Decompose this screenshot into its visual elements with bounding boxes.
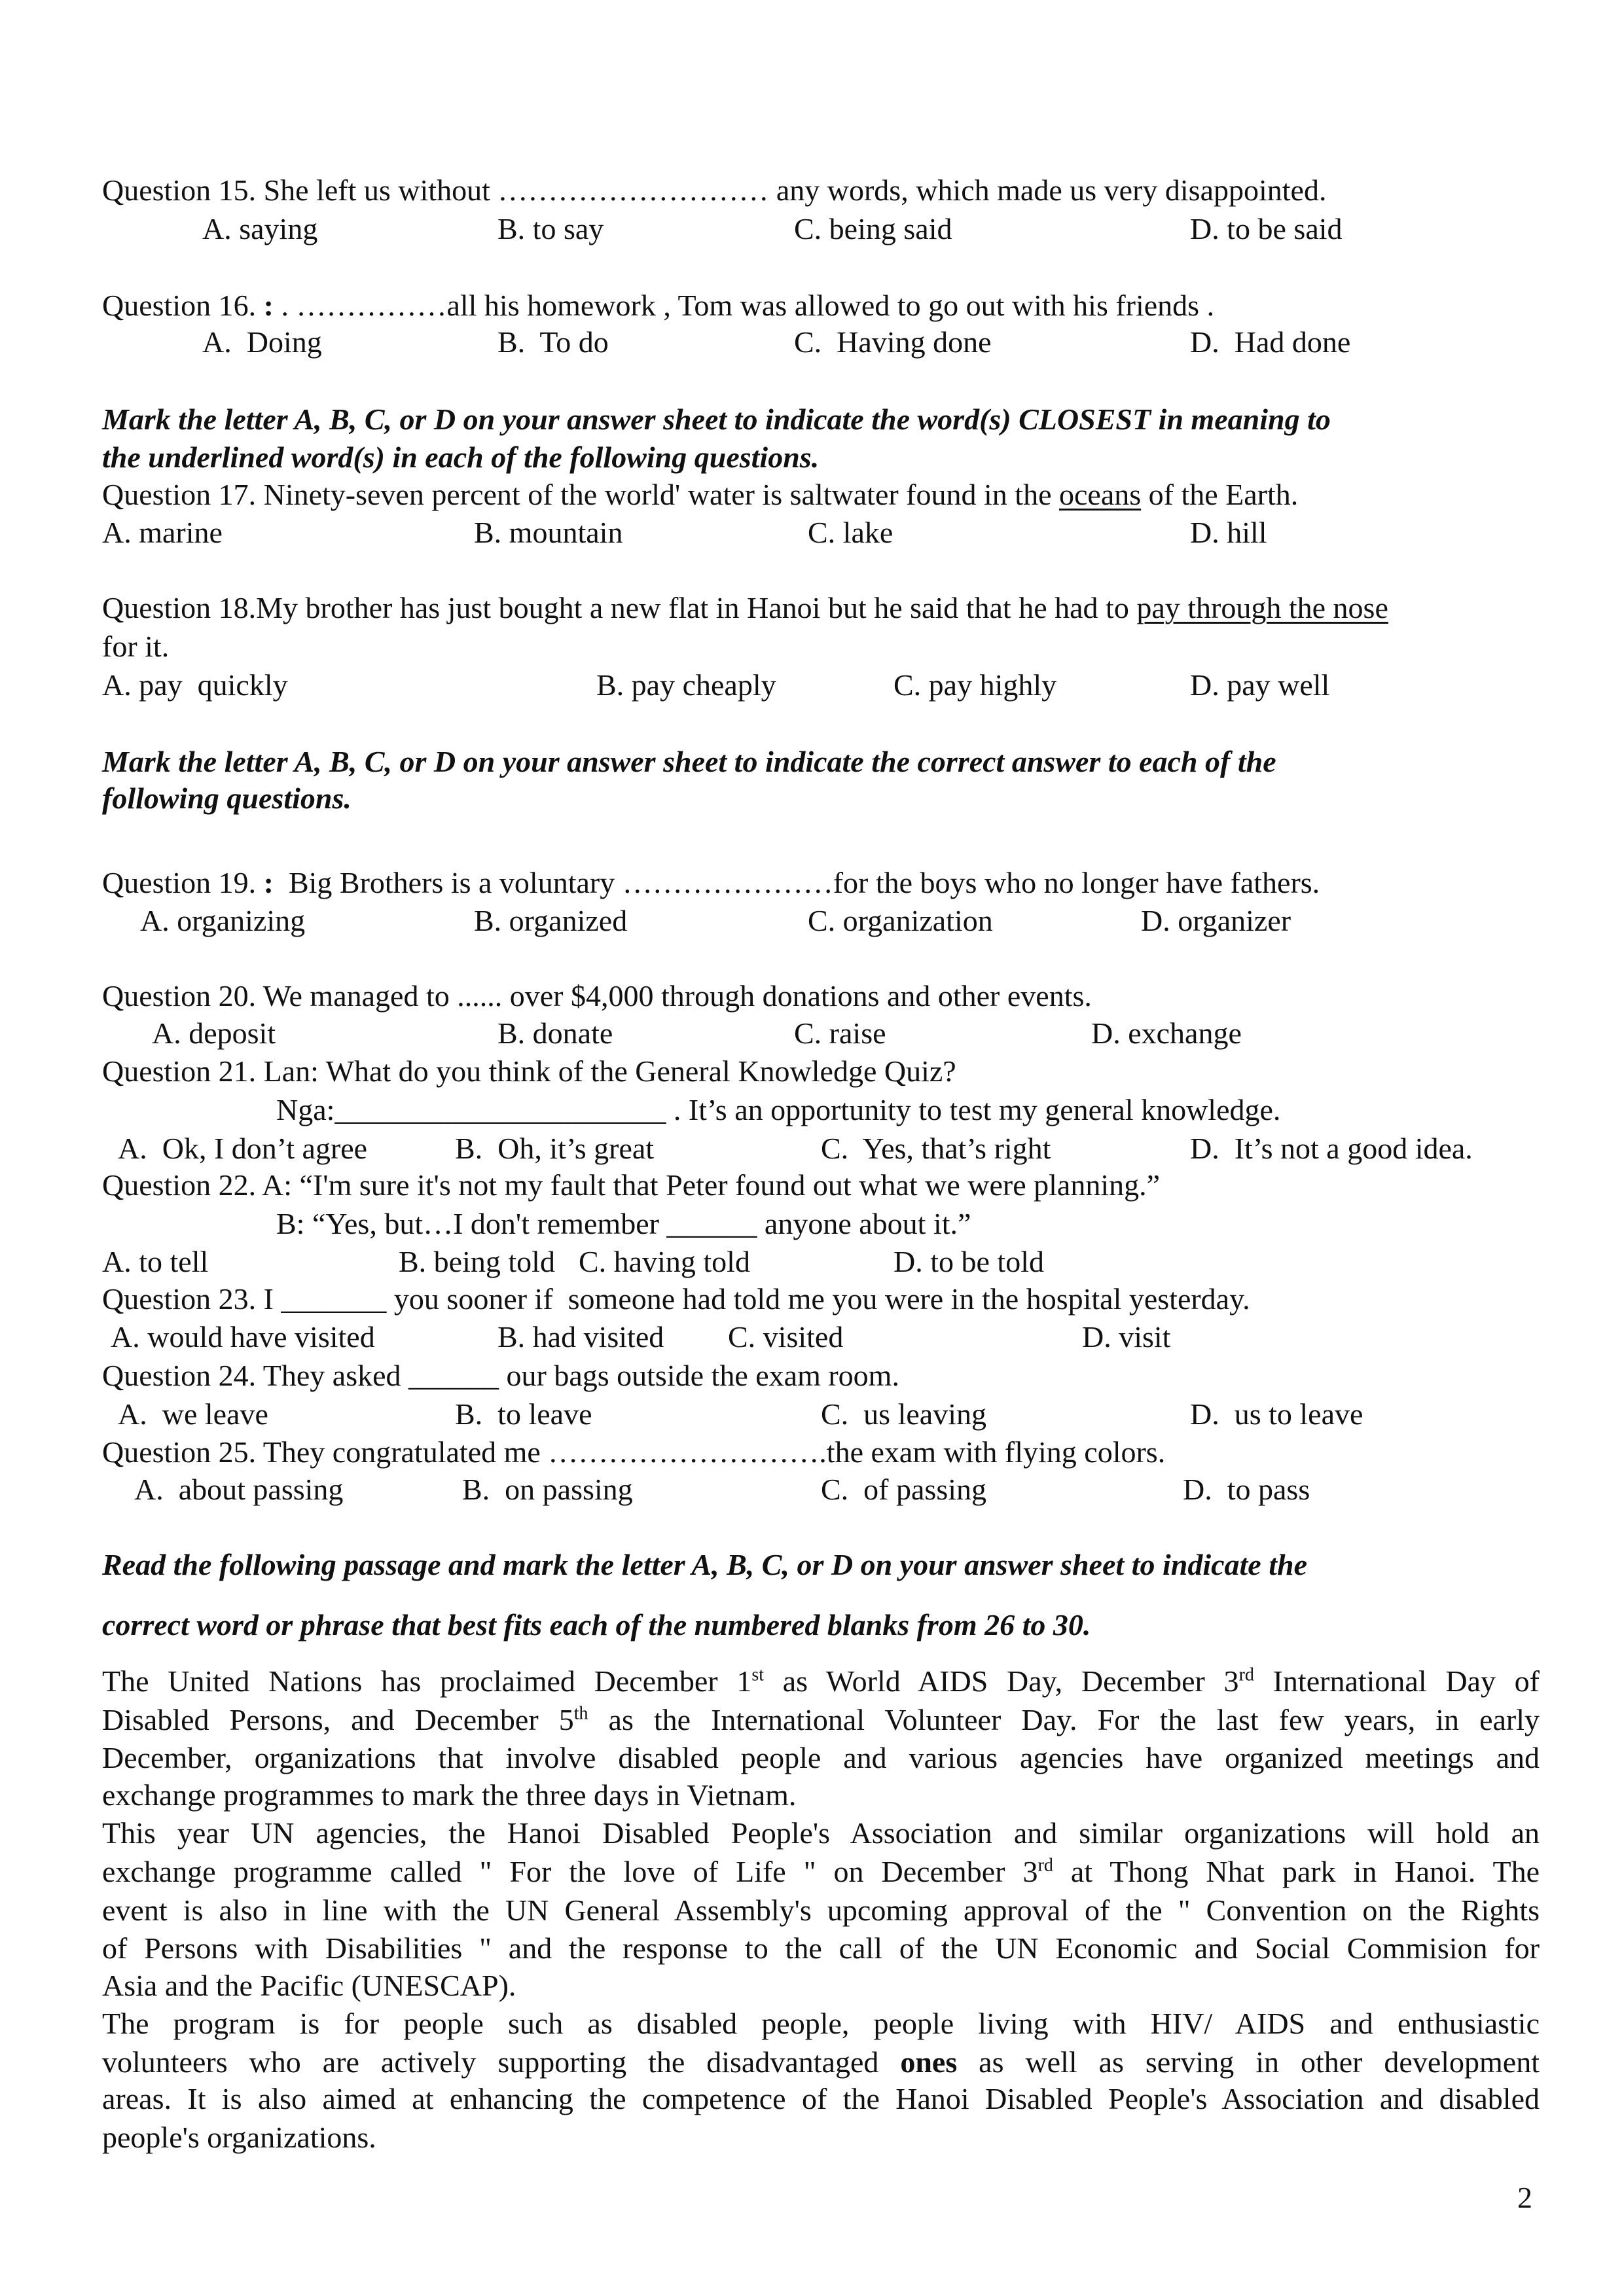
text-segment: Question 18.My brother has just bought a new flat in Hanoi but he said that he had to xyxy=(102,591,1137,624)
answer-option-c[interactable]: C. of passing xyxy=(821,1473,986,1506)
answer-option-d[interactable]: D. to be told xyxy=(893,1245,1044,1278)
passage-line xyxy=(102,1892,1540,1929)
superscript: th xyxy=(573,1703,588,1724)
answer-option-b[interactable]: B. Oh, it’s great xyxy=(455,1132,655,1165)
text-segment: International Day of xyxy=(1254,1664,1540,1698)
text-segment: : xyxy=(263,289,274,322)
answer-option-b[interactable]: B. had visited xyxy=(497,1320,664,1354)
passage-line xyxy=(102,2081,1540,2117)
answer-option-d[interactable]: D. exchange xyxy=(1091,1016,1242,1050)
text-segment: Question 25. They congratulated me ……………………….the exam with flying colors. xyxy=(102,1435,1166,1469)
text-segment: Question 17. Ninety-seven percent of the world' water is saltwater found in the xyxy=(102,478,1059,511)
answer-option-d[interactable]: D. hill xyxy=(1190,516,1267,549)
answer-option-b[interactable]: B. being told xyxy=(399,1245,555,1278)
answer-option-a[interactable]: A. about passing xyxy=(134,1473,344,1506)
text-segment: Question 22. A: “I'm sure it's not my fault that Peter found out what we were planning.” xyxy=(102,1168,1161,1202)
question-stem xyxy=(102,978,1092,1014)
text-segment: exchange programmes to mark the three days in Vietnam. xyxy=(102,1778,797,1812)
passage-line xyxy=(102,2005,1540,2042)
question-stem xyxy=(102,590,1388,626)
text-segment: Asia and the Pacific (UNESCAP). xyxy=(102,1969,516,2002)
text-segment: Question 19. xyxy=(102,866,264,899)
text-segment: volunteers who are actively supporting the disadvantaged xyxy=(102,2045,901,2079)
answer-option-b[interactable]: B. to say xyxy=(497,212,604,245)
answer-option-b[interactable]: B. on passing xyxy=(462,1473,633,1506)
answer-option-c[interactable]: C. us leaving xyxy=(821,1397,986,1431)
text-segment: people's organizations. xyxy=(102,2121,376,2154)
question-stem xyxy=(276,1092,1280,1128)
text-segment: areas. It is also aimed at enhancing the competence of the Hanoi Disabled People's Association and disabled xyxy=(102,2082,1540,2115)
section-instruction: Mark the letter A, B, C, or D on your answer sheet to indicate the word(s) CLOSEST in meaning to xyxy=(102,403,1331,436)
answer-option-c[interactable]: C. organization xyxy=(808,904,993,937)
text-segment: as the International Volunteer Day. For the last few years, in early xyxy=(588,1703,1540,1736)
passage-line xyxy=(102,1815,1540,1852)
passage-line xyxy=(102,1777,796,1814)
answer-option-d[interactable]: D. pay well xyxy=(1190,668,1330,702)
answer-option-d[interactable]: D. to pass xyxy=(1183,1473,1310,1506)
text-segment: Big Brothers is a voluntary …………………for the boys who no longer have fathers. xyxy=(273,866,1320,899)
text-segment: as World AIDS Day, December 3 xyxy=(764,1664,1239,1698)
text-segment: Question 21. Lan: What do you think of the General Knowledge Quiz? xyxy=(102,1054,956,1088)
question-stem xyxy=(102,172,1326,209)
text-segment: of Persons with Disabilities " and the response to the call of the UN Economic and Social Commision for xyxy=(102,1931,1540,1965)
superscript: rd xyxy=(1238,1664,1254,1685)
underlined-text: pay through the nose xyxy=(1136,591,1388,624)
passage-line xyxy=(102,1663,1540,1700)
question-stem xyxy=(102,1357,899,1394)
answer-option-a[interactable]: A. to tell xyxy=(102,1245,209,1278)
answer-option-c[interactable]: C. lake xyxy=(808,516,893,549)
answer-option-a[interactable]: A. Ok, I don’t agree xyxy=(118,1132,368,1165)
question-stem xyxy=(102,628,169,665)
answer-option-d[interactable]: D. us to leave xyxy=(1190,1397,1363,1431)
question-stem xyxy=(102,1167,1160,1204)
text-segment: Question 23. I _______ you sooner if someone had told me you were in the hospital yesterday. xyxy=(102,1282,1250,1316)
question-stem xyxy=(102,476,1298,513)
answer-option-c[interactable]: C. raise xyxy=(794,1016,886,1050)
section-instruction: following questions. xyxy=(102,781,352,815)
text-segment: event is also in line with the UN General Assembly's upcoming approval of the " Convention on the Rights xyxy=(102,1893,1540,1927)
text-segment: . ……………all his homework , Tom was allowed to go out with his friends . xyxy=(273,289,1215,322)
answer-option-a[interactable]: A. saying xyxy=(202,212,318,245)
answer-option-a[interactable]: A. organizing xyxy=(140,904,306,937)
page-number: 2 xyxy=(1517,2181,1532,2214)
text-segment: B: “Yes, but…I don't remember ______ anyone about it.” xyxy=(276,1207,971,1240)
section-instruction: the underlined word(s) in each of the following questions. xyxy=(102,440,820,474)
answer-option-b[interactable]: B. mountain xyxy=(474,516,623,549)
answer-option-a[interactable]: A. pay quickly xyxy=(102,668,288,702)
text-segment: Disabled Persons, and December 5 xyxy=(102,1703,574,1736)
text-segment: December, organizations that involve disabled people and various agencies have organized meetings and xyxy=(102,1741,1540,1774)
text-segment: Question 16. xyxy=(102,289,264,322)
text-segment: : xyxy=(263,866,274,899)
answer-option-a[interactable]: A. deposit xyxy=(152,1016,276,1050)
passage-line xyxy=(102,1740,1540,1776)
text-segment: Question 20. We managed to ...... over $4,000 through donations and other events. xyxy=(102,979,1092,1013)
question-stem xyxy=(102,865,1320,901)
text-segment: ones xyxy=(900,2045,958,2079)
answer-option-b[interactable]: B. To do xyxy=(497,325,609,359)
answer-option-b[interactable]: B. pay cheaply xyxy=(596,668,776,702)
answer-option-d[interactable]: D. organizer xyxy=(1141,904,1291,937)
underlined-text: oceans xyxy=(1058,478,1142,511)
answer-option-a[interactable]: A. marine xyxy=(102,516,223,549)
text-segment: exchange programme called " For the love of Life " on December 3 xyxy=(102,1855,1038,1888)
question-stem xyxy=(102,287,1214,324)
answer-option-a[interactable]: A. Doing xyxy=(202,325,322,359)
superscript: st xyxy=(751,1664,765,1685)
section-instruction: Read the following passage and mark the letter A, B, C, or D on your answer sheet to indicate the xyxy=(102,1548,1307,1581)
answer-option-d[interactable]: D. It’s not a good idea. xyxy=(1190,1132,1473,1165)
answer-option-b[interactable]: B. to leave xyxy=(455,1397,592,1431)
passage-line xyxy=(102,1702,1540,1738)
answer-option-c[interactable]: C. having told xyxy=(579,1245,750,1278)
passage-line xyxy=(102,2119,376,2156)
text-segment: as well as serving in other development xyxy=(957,2045,1540,2079)
passage-line xyxy=(102,1967,516,2004)
answer-option-c[interactable]: C. visited xyxy=(728,1320,844,1354)
answer-option-c[interactable]: C. Yes, that’s right xyxy=(821,1132,1051,1165)
text-segment: Question 24. They asked ______ our bags outside the exam room. xyxy=(102,1359,899,1392)
question-stem xyxy=(102,1434,1165,1471)
text-segment: Nga:______________________ . It’s an opportunity to test my general knowledge. xyxy=(276,1093,1281,1126)
answer-option-c[interactable]: C. Having done xyxy=(794,325,992,359)
superscript: rd xyxy=(1038,1855,1053,1876)
answer-option-a[interactable]: A. would have visited xyxy=(111,1320,375,1354)
text-segment: The United Nations has proclaimed December 1 xyxy=(102,1664,752,1698)
question-stem xyxy=(102,1281,1250,1318)
answer-option-d[interactable]: D. Had done xyxy=(1190,325,1351,359)
answer-option-c[interactable]: C. pay highly xyxy=(893,668,1057,702)
answer-option-d[interactable]: D. to be said xyxy=(1190,212,1343,245)
passage-line xyxy=(102,1854,1540,1890)
text-segment: The program is for people such as disabled people, people living with HIV/ AIDS and enthusiastic xyxy=(102,2007,1540,2040)
answer-option-d[interactable]: D. visit xyxy=(1082,1320,1171,1354)
section-instruction: Mark the letter A, B, C, or D on your answer sheet to indicate the correct answer to each of the xyxy=(102,745,1276,778)
section-instruction: correct word or phrase that best fits each of the numbered blanks from 26 to 30. xyxy=(102,1608,1091,1641)
text-segment: This year UN agencies, the Hanoi Disabled People's Association and similar organizations will hold an xyxy=(102,1816,1540,1850)
text-segment: for it. xyxy=(102,630,170,663)
answer-option-b[interactable]: B. donate xyxy=(497,1016,613,1050)
text-segment: at Thong Nhat park in Hanoi. The xyxy=(1053,1855,1540,1888)
answer-option-c[interactable]: C. being said xyxy=(794,212,952,245)
answer-option-a[interactable]: A. we leave xyxy=(118,1397,268,1431)
question-stem xyxy=(102,1053,956,1090)
answer-option-b[interactable]: B. organized xyxy=(474,904,628,937)
question-stem xyxy=(276,1206,971,1242)
text-segment: Question 15. She left us without ……………………… any words, which made us very disappointed. xyxy=(102,173,1327,207)
passage-line xyxy=(102,2044,1540,2081)
passage-line xyxy=(102,1930,1540,1967)
text-segment: of the Earth. xyxy=(1141,478,1299,511)
